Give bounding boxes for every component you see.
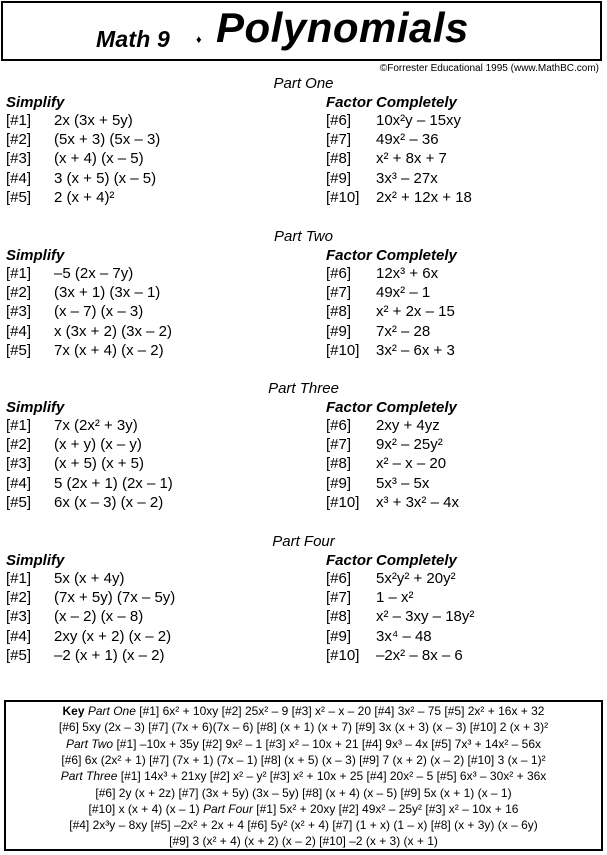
problem-number: [#5] bbox=[6, 341, 32, 359]
simplify-heading: Simplify bbox=[6, 399, 65, 416]
simplify-heading: Simplify bbox=[6, 94, 65, 111]
key-line bbox=[6, 704, 601, 718]
problem-expression: x (3x + 2) (3x – 2) bbox=[54, 322, 172, 340]
problem-expression: 5x (x + 4y) bbox=[54, 570, 125, 587]
problem-expression: 2x (3x + 5y) bbox=[54, 112, 133, 129]
problem-expression: 3x² – 6x + 3 bbox=[376, 341, 455, 359]
problem-expression: 49x² – 1 bbox=[376, 284, 431, 302]
problem-expression: 3x³ – 27x bbox=[376, 169, 438, 187]
problem-number: [#6] bbox=[326, 570, 352, 587]
problem-number: [#8] bbox=[326, 608, 352, 626]
problem-expression: (3x + 1) (3x – 1) bbox=[54, 284, 161, 302]
problem-expression: 12x³ + 6x bbox=[376, 265, 439, 282]
problem-number: [#1] bbox=[6, 570, 32, 587]
problem-number: [#2] bbox=[6, 589, 32, 607]
problem-number: [#3] bbox=[6, 608, 32, 626]
problem-number: [#6] bbox=[326, 417, 352, 434]
problem-number: [#8] bbox=[326, 303, 352, 321]
problem-expression: 7x² – 28 bbox=[376, 322, 431, 340]
problem-number: [#5] bbox=[6, 493, 32, 511]
problem-expression: 2 (x + 4)² bbox=[54, 188, 115, 206]
problem-expression: 3 (x + 5) (x – 5) bbox=[54, 169, 157, 187]
part-title: Part Three bbox=[268, 380, 339, 397]
simplify-heading: Simplify bbox=[6, 552, 65, 569]
problem-number: [#10] bbox=[326, 493, 360, 511]
problem-expression: (x + 4) (x – 5) bbox=[54, 150, 144, 168]
problem-number: [#4] bbox=[6, 169, 32, 187]
key-line bbox=[6, 720, 601, 734]
problem-number: [#4] bbox=[6, 627, 32, 645]
key-part-label: Part Three bbox=[60, 769, 118, 784]
page-title: Polynomials bbox=[216, 4, 469, 51]
key-part-label: Part One bbox=[87, 704, 136, 718]
problem-expression: (x – 2) (x – 8) bbox=[54, 608, 144, 626]
problem-number: [#7] bbox=[326, 131, 352, 149]
copyright-notice: ©Forrester Educational 1995 (www.MathBC.com) bbox=[379, 63, 599, 74]
part-title: Part Four bbox=[272, 533, 335, 550]
key-answers: [#1] 6x² + 10xy [#2] 25x² – 9 [#3] x² – x – 20 [#4] 3x² – 75 [#5] 2x² + 16x + 32 bbox=[139, 704, 545, 718]
key-label: Key bbox=[62, 704, 85, 718]
problem-number: [#10] bbox=[326, 646, 360, 664]
key-answers: [#10] x (x + 4) (x – 1) bbox=[88, 801, 200, 816]
problem-expression: x² – x – 20 bbox=[376, 455, 447, 473]
problem-expression: (x + 5) (x + 5) bbox=[54, 455, 145, 473]
problem-number: [#9] bbox=[326, 474, 352, 492]
key-line bbox=[6, 802, 601, 816]
key-line bbox=[6, 737, 601, 751]
problem-number: [#7] bbox=[326, 284, 352, 302]
part-title: Part One bbox=[273, 75, 334, 92]
simplify-heading: Simplify bbox=[6, 247, 65, 264]
problem-number: [#2] bbox=[6, 284, 32, 302]
part-title: Part Two bbox=[274, 228, 333, 245]
problem-expression: (x – 7) (x – 3) bbox=[54, 303, 144, 321]
problem-number: [#3] bbox=[6, 150, 32, 168]
problem-number: [#10] bbox=[326, 341, 360, 359]
problem-expression: 9x² – 25y² bbox=[376, 436, 443, 454]
key-line bbox=[6, 753, 601, 767]
problem-expression: 2x² + 12x + 18 bbox=[376, 188, 472, 206]
factor-heading: Factor Completely bbox=[326, 247, 457, 264]
key-part-label: Part Two bbox=[65, 736, 114, 751]
problem-expression: 7x (2x² + 3y) bbox=[54, 417, 138, 434]
diamond-bullet-icon: ♦ bbox=[196, 34, 202, 46]
key-answers: [#6] 5xy (2x – 3) [#7] (7x + 6)(7x – 6) [#8] (x + 1) (x + 7) [#9] 3x (x + 3) (x – 3) [#10] 2 (x + 3)² bbox=[58, 720, 549, 735]
problem-number: [#7] bbox=[326, 436, 352, 454]
course-title: Math 9 bbox=[96, 26, 171, 52]
key-line bbox=[6, 769, 601, 783]
problem-number: [#3] bbox=[6, 455, 32, 473]
key-answers: [#4] 2x³y – 8xy [#5] –2x² + 2x + 4 [#6] 5y² (x² + 4) [#7] (1 + x) (1 – x) [#8] (x + 3y) (x – 6y) bbox=[69, 818, 538, 833]
problem-expression: x³ + 3x² – 4x bbox=[376, 493, 459, 511]
problem-expression: –2x² – 8x – 6 bbox=[376, 646, 463, 664]
problem-number: [#5] bbox=[6, 188, 32, 206]
problem-number: [#9] bbox=[326, 322, 352, 340]
problem-expression: –2 (x + 1) (x – 2) bbox=[54, 646, 165, 664]
key-answers: [#6] 6x (2x² + 1) [#7] (7x + 1) (7x – 1) [#8] (x + 5) (x – 3) [#9] 7 (x + 2) (x – 2) [#10] 3 (x – 1)² bbox=[61, 752, 546, 767]
problem-expression: x² + 2x – 15 bbox=[376, 303, 455, 321]
problem-number: [#8] bbox=[326, 455, 352, 473]
problem-number: [#6] bbox=[326, 265, 352, 282]
problem-number: [#10] bbox=[326, 188, 360, 206]
factor-heading: Factor Completely bbox=[326, 552, 457, 569]
key-answers: [#1] –10x + 35y [#2] 9x² – 1 [#3] x² – 10x + 21 [#4] 9x³ – 4x [#5] 7x³ + 14x² – 56x bbox=[116, 736, 542, 751]
problem-expression: 10x²y – 15xy bbox=[376, 112, 462, 129]
key-answers: [#9] 3 (x² + 4) (x + 2) (x – 2) [#10] –2 (x + 3) (x + 1) bbox=[169, 834, 438, 849]
problem-expression: 5x²y² + 20y² bbox=[376, 570, 456, 587]
problem-number: [#8] bbox=[326, 150, 352, 168]
problem-expression: (5x + 3) (5x – 3) bbox=[54, 131, 161, 149]
problem-number: [#3] bbox=[6, 303, 32, 321]
problem-expression: 7x (x + 4) (x – 2) bbox=[54, 341, 164, 359]
problem-expression: 5 (2x + 1) (2x – 1) bbox=[54, 474, 173, 492]
problem-expression: 6x (x – 3) (x – 2) bbox=[54, 493, 164, 511]
problem-expression: 1 – x² bbox=[376, 589, 414, 607]
problem-number: [#5] bbox=[6, 646, 32, 664]
key-answers: [#6] 2y (x + 2z) [#7] (3x + 5y) (3x – 5y) [#8] (x + 4) (x – 5) [#9] 5x (x + 1) (x – 1) bbox=[95, 785, 512, 800]
problem-number: [#9] bbox=[326, 627, 352, 645]
problem-number: [#1] bbox=[6, 265, 32, 282]
key-line bbox=[6, 818, 601, 832]
problem-expression: 2xy + 4yz bbox=[376, 417, 440, 434]
problem-number: [#2] bbox=[6, 131, 32, 149]
problem-expression: x² + 8x + 7 bbox=[376, 150, 447, 168]
problem-number: [#9] bbox=[326, 169, 352, 187]
problem-expression: 5x³ – 5x bbox=[376, 474, 430, 492]
problem-expression: 3x⁴ – 48 bbox=[376, 627, 432, 645]
problem-number: [#1] bbox=[6, 417, 32, 434]
problem-expression: –5 (2x – 7y) bbox=[54, 265, 134, 282]
problem-number: [#1] bbox=[6, 112, 32, 129]
key-line bbox=[6, 834, 601, 848]
problem-expression: x² – 3xy – 18y² bbox=[376, 608, 475, 626]
answer-key bbox=[4, 700, 603, 851]
problem-number: [#4] bbox=[6, 474, 32, 492]
problem-expression: (7x + 5y) (7x – 5y) bbox=[54, 589, 176, 607]
problem-expression: 49x² – 36 bbox=[376, 131, 439, 149]
factor-heading: Factor Completely bbox=[326, 399, 457, 416]
header bbox=[0, 0, 607, 60]
problem-expression: (x + y) (x – y) bbox=[54, 436, 142, 454]
problem-expression: 2xy (x + 2) (x – 2) bbox=[54, 627, 172, 645]
problem-number: [#7] bbox=[326, 589, 352, 607]
key-answers: [#1] 5x² + 20xy [#2] 49x² – 25y² [#3] x² – 10x + 16 bbox=[256, 801, 519, 816]
key-answers: [#1] 14x³ + 21xy [#2] x² – y² [#3] x² + 10x + 25 [#4] 20x² – 5 [#5] 6x³ – 30x² + 36x bbox=[120, 769, 547, 784]
problem-number: [#6] bbox=[326, 112, 352, 129]
problem-number: [#2] bbox=[6, 436, 32, 454]
problem-number: [#4] bbox=[6, 322, 32, 340]
key-part-label: Part Four bbox=[202, 801, 253, 816]
factor-heading: Factor Completely bbox=[326, 94, 457, 111]
key-line bbox=[6, 786, 601, 800]
